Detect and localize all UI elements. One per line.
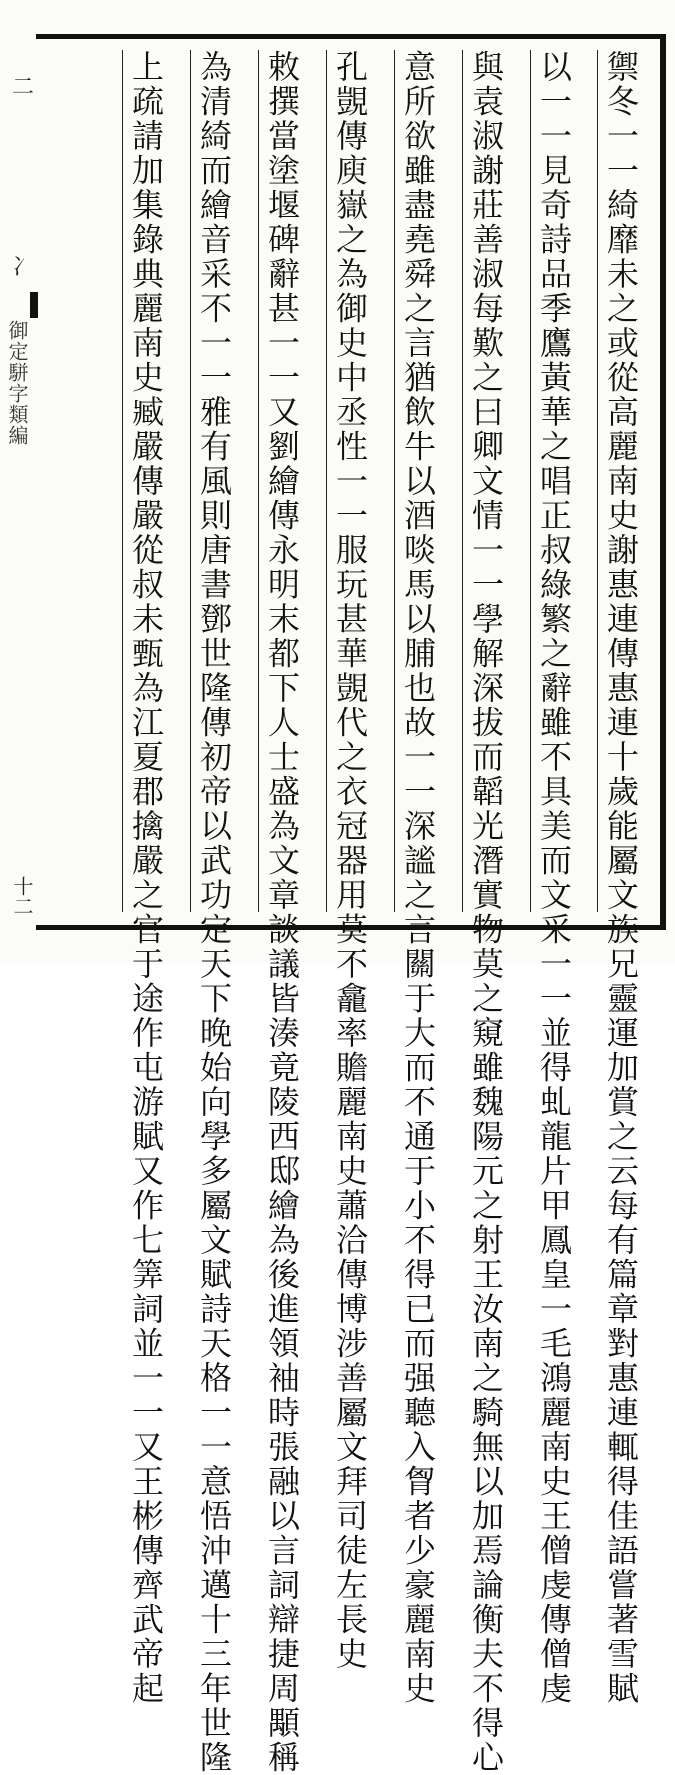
margin-char-mid: 冫: [12, 255, 35, 280]
left-margin: [10, 40, 34, 920]
text-column-4: [394, 50, 440, 1706]
column-text: 敕撰當塗堰碑辭甚一一又劉繪傳永明末都下人士盛為文章談議皆湊竟陵西邸繪為後進領袖時張融以言詞辯捷周顒稱: [263, 50, 301, 1775]
text-column-1: [597, 50, 643, 1706]
column-text: 意所欲雖盡堯舜之言猶飲牛以酒啖馬以脯也故一一深謐之言關于大而不通于小不得已而强聽入胷者少豪麗南史: [399, 50, 437, 1706]
column-text: 以一一見奇詩品季鷹黃華之唱正叔綠繁之辭雖不具美而文采一一並得虬龍片甲鳳皇一毛鴻麗南史王僧虔傳僧虔: [535, 50, 573, 1706]
margin-char-top: 二: [12, 75, 35, 100]
text-column-7: [190, 50, 236, 1775]
column-text: 禦冬一一綺靡未之或從高麗南史謝惠連傳惠連十歲能屬文族兄靈運加賞之云每有篇章對惠連輒得佳語嘗著雪賦: [602, 50, 640, 1706]
column-text: 孔覬傳庾嶽之為御史中丞性一一服玩甚華覬代之衣冠器用莫不龕率贍麗南史蕭洽傳博涉善屬文拜司徒左長史: [331, 50, 369, 1672]
ear-label: 御定駢字類編: [5, 320, 29, 446]
text-column-2: [530, 50, 576, 1706]
column-text: 為清綺而繪音采不一一雅有風則唐書鄧世隆傳初帝以武功定天下晚始向學多屬文賦詩天格一一意悟沖邁十三年世隆: [195, 50, 233, 1775]
text-column-8: [122, 50, 168, 1706]
text-column-6: [258, 50, 304, 1775]
page-number: 十二: [10, 876, 34, 916]
column-text: 上疏請加集錄典麗南史臧嚴傳嚴從叔未甄為江夏郡擒嚴之官于途作屯游賦又作七筭詞並一一又王彬傳齊武帝起: [127, 50, 165, 1706]
ear-tab-mark: [30, 292, 38, 318]
text-column-5: [326, 50, 372, 1672]
text-column-3: [462, 50, 508, 1775]
column-text: 與袁淑謝莊善淑每歎之曰卿文情一一學解深拔而韜光潛實物莫之窺雖魏陽元之射王汝南之騎無以加焉論衡夫不得心: [467, 50, 505, 1775]
